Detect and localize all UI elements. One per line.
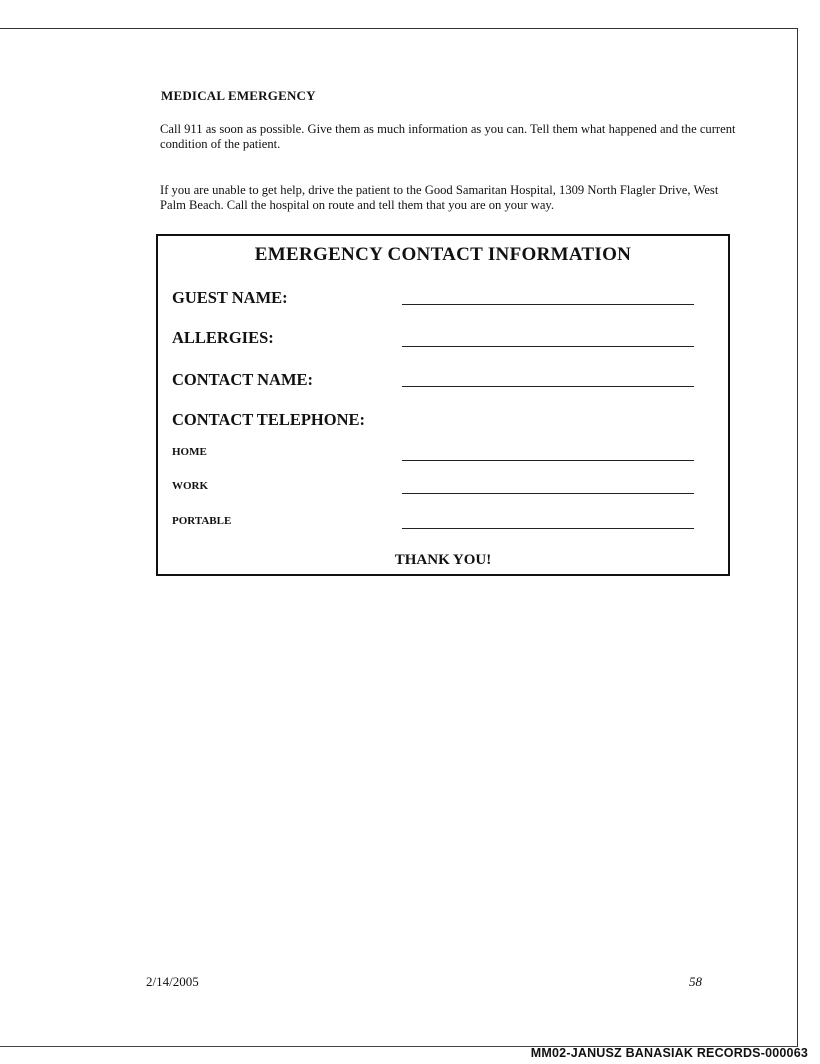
page-border-top xyxy=(0,28,798,29)
allergies-field[interactable] xyxy=(402,346,694,347)
contact-name-label: CONTACT NAME: xyxy=(172,370,314,389)
guest-name-label: GUEST NAME: xyxy=(172,288,288,307)
portable-phone-field[interactable] xyxy=(402,528,694,529)
contact-telephone-label: CONTACT TELEPHONE: xyxy=(172,410,365,429)
work-phone-label: WORK xyxy=(172,480,209,492)
home-phone-label: HOME xyxy=(172,446,207,458)
instruction-paragraph-hospital: If you are unable to get help, drive the patient to the Good Samaritan Hospital, 1309 North Flagler Drive, West Palm Beach. Call the hospital on route and tell them that you are on your way. xyxy=(160,183,719,212)
section-heading: MEDICAL EMERGENCY xyxy=(161,88,316,103)
contact-name-field[interactable] xyxy=(402,386,694,387)
portable-phone-label: PORTABLE xyxy=(172,515,232,527)
home-phone-field[interactable] xyxy=(402,460,694,461)
page-border-right xyxy=(797,28,798,1047)
work-phone-field[interactable] xyxy=(402,493,694,494)
allergies-label: ALLERGIES: xyxy=(172,328,274,347)
footer-date: 2/14/2005 xyxy=(146,974,199,989)
thank-you-text: THANK YOU! xyxy=(394,552,492,568)
emergency-contact-form xyxy=(156,234,730,576)
guest-name-field[interactable] xyxy=(402,304,694,305)
page-number: 58 xyxy=(689,974,702,989)
bates-stamp: MM02-JANUSZ BANASIAK RECORDS-000063 xyxy=(530,1046,808,1060)
instruction-paragraph-call: Call 911 as soon as possible. Give them as much information as you can. Tell them what happened and the current condition of the patient. xyxy=(160,122,736,151)
form-title: EMERGENCY CONTACT INFORMATION xyxy=(254,244,632,265)
